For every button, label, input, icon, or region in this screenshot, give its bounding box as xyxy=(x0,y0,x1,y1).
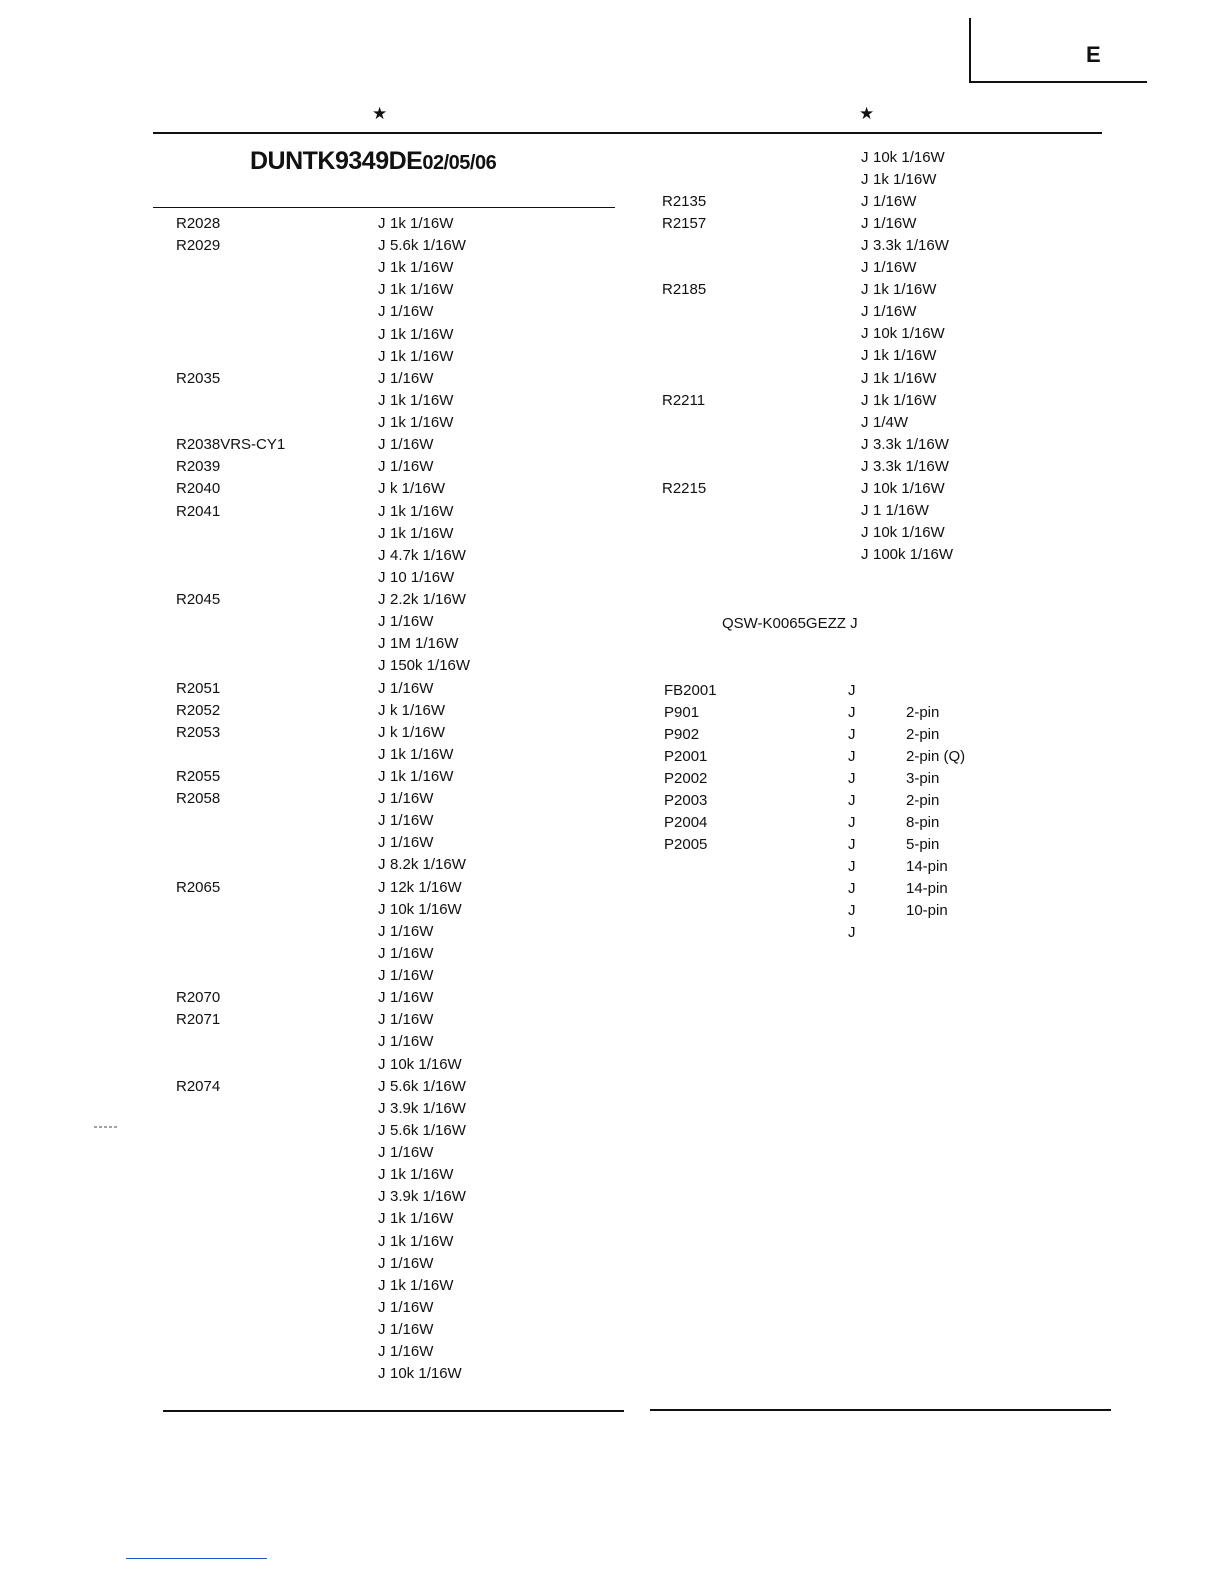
price-code: J xyxy=(378,480,386,498)
ref-designator: R2035 xyxy=(176,369,221,387)
price-code: J xyxy=(848,924,856,941)
component-value: 8.2k 1/16W xyxy=(390,856,466,874)
component-value: 1/16W xyxy=(390,613,434,631)
component-value: 1k 1/16W xyxy=(390,1232,454,1250)
price-code: J xyxy=(378,303,386,321)
component-value: 5.6k 1/16W xyxy=(390,237,466,255)
component-value: 5.6k 1/16W xyxy=(390,1077,466,1095)
component-value: 1/16W xyxy=(873,259,917,277)
price-code: J xyxy=(378,900,386,918)
component-value: 1k 1/16W xyxy=(390,414,454,432)
price-code: J xyxy=(378,1232,386,1250)
price-code: J xyxy=(378,546,386,564)
component-value: 1k 1/16W xyxy=(390,502,454,520)
price-code: J xyxy=(861,545,869,563)
component-value: 1k 1/16W xyxy=(390,1210,454,1228)
component-value: 3.9k 1/16W xyxy=(390,1099,466,1117)
price-code: J xyxy=(378,657,386,675)
component-value: 1k 1/16W xyxy=(390,259,454,277)
star-mark-left: ★ xyxy=(372,104,388,123)
ref-designator: R2053 xyxy=(176,723,221,741)
component-value: 10 1/16W xyxy=(390,568,455,586)
price-code: J xyxy=(378,944,386,962)
bottom-link-underline xyxy=(126,1558,267,1559)
component-value: 14-pin xyxy=(906,880,948,897)
price-code: J xyxy=(861,391,869,409)
component-value: 150k 1/16W xyxy=(390,657,471,675)
component-value: 10k 1/16W xyxy=(873,479,945,497)
component-value: 1/16W xyxy=(390,1321,434,1338)
ref-designator: R2039 xyxy=(176,458,221,476)
component-value: 3-pin xyxy=(906,770,940,787)
component-value: 3.3k 1/16W xyxy=(873,435,949,453)
price-code: J xyxy=(378,878,386,896)
component-value: 1/16W xyxy=(390,679,434,697)
component-value: 3.3k 1/16W xyxy=(873,237,949,255)
component-value: 1/16W xyxy=(390,1144,434,1162)
footer-rule-left xyxy=(163,1410,624,1412)
price-code: J xyxy=(848,704,856,721)
component-value: 10k 1/16W xyxy=(390,900,462,918)
component-value: 1k 1/16W xyxy=(873,369,937,387)
component-value: 10k 1/16W xyxy=(873,523,945,541)
price-code: J xyxy=(378,967,386,985)
component-value: 1k 1/16W xyxy=(390,215,454,232)
price-code: J xyxy=(848,836,856,853)
component-value: 1/16W xyxy=(390,790,434,808)
corner-box-left-border xyxy=(969,18,971,82)
price-code: J xyxy=(378,812,386,830)
price-code: J xyxy=(378,1188,386,1206)
price-code: J xyxy=(861,149,869,166)
price-code: J xyxy=(861,435,869,453)
price-code: J xyxy=(378,856,386,874)
price-code: J xyxy=(378,1077,386,1095)
component-value: 1k 1/16W xyxy=(390,1276,454,1294)
price-code: J xyxy=(378,635,386,653)
component-value: 1k 1/16W xyxy=(873,391,937,409)
component-value: 1/4W xyxy=(873,413,909,431)
price-code: J xyxy=(861,479,869,497)
ref-designator: R2135 xyxy=(662,193,707,211)
price-code: J xyxy=(378,215,386,232)
price-code: J xyxy=(378,989,386,1007)
ref-designator: FB2001 xyxy=(664,682,717,699)
component-value: 1/16W xyxy=(390,1011,434,1029)
ref-designator: R2071 xyxy=(176,1011,221,1029)
component-value: 1k 1/16W xyxy=(390,745,454,763)
price-code: J xyxy=(378,922,386,940)
component-value: 1/16W xyxy=(390,369,434,387)
component-value: 1k 1/16W xyxy=(390,768,454,785)
price-code: J xyxy=(861,171,869,189)
ref-designator: P2005 xyxy=(664,836,708,853)
ref-designator: R2038VRS-CY1 xyxy=(176,436,286,454)
page-section-letter: E xyxy=(1086,42,1101,67)
component-value: 1k 1/16W xyxy=(390,1166,454,1184)
price-code: J xyxy=(861,259,869,277)
price-code: J xyxy=(378,1099,386,1117)
component-value: 1/16W xyxy=(390,1298,434,1316)
component-value: 1/16W xyxy=(390,1254,434,1272)
component-value: 100k 1/16W xyxy=(873,545,954,563)
component-value: 4.7k 1/16W xyxy=(390,546,466,564)
corner-box-bottom-border xyxy=(969,81,1147,83)
component-value: 1k 1/16W xyxy=(390,281,454,299)
component-value: 1/16W xyxy=(873,193,917,211)
ref-designator: R2045 xyxy=(176,591,221,609)
price-code: J xyxy=(378,237,386,255)
price-code: J xyxy=(378,745,386,763)
component-value: 3.3k 1/16W xyxy=(873,457,949,475)
component-value: 10k 1/16W xyxy=(390,1055,462,1073)
switch-part-number: QSW-K0065GEZZ J xyxy=(722,615,858,632)
price-code: J xyxy=(378,790,386,808)
price-code: J xyxy=(378,458,386,476)
component-value: 1k 1/16W xyxy=(873,347,937,365)
price-code: J xyxy=(378,723,386,741)
price-code: J xyxy=(861,303,869,321)
price-code: J xyxy=(378,1254,386,1272)
price-code: J xyxy=(378,436,386,454)
price-code: J xyxy=(378,502,386,520)
component-value: 1 1/16W xyxy=(873,501,929,519)
component-value: 2-pin xyxy=(906,726,940,743)
component-value: 14-pin xyxy=(906,858,948,875)
ref-designator: R2051 xyxy=(176,679,221,697)
component-value: 2-pin xyxy=(906,704,940,721)
price-code: J xyxy=(378,1276,386,1294)
price-code: J xyxy=(378,524,386,542)
component-value: 8-pin xyxy=(906,814,940,831)
component-value: 1k 1/16W xyxy=(390,347,454,365)
price-code: J xyxy=(848,770,856,787)
ref-designator: P2001 xyxy=(664,748,708,765)
component-value: 2.2k 1/16W xyxy=(390,591,466,609)
price-code: J xyxy=(378,325,386,343)
component-value: 10k 1/16W xyxy=(873,325,945,343)
component-value: 1/16W xyxy=(390,303,434,321)
price-code: J xyxy=(861,237,869,255)
price-code: J xyxy=(378,391,386,409)
star-mark-right: ★ xyxy=(859,104,875,123)
ref-designator: P901 xyxy=(664,704,700,721)
price-code: J xyxy=(861,281,869,299)
price-code: J xyxy=(861,193,869,211)
component-value: k 1/16W xyxy=(390,701,446,719)
component-value: k 1/16W xyxy=(390,723,446,741)
component-value: 1/16W xyxy=(390,436,434,454)
component-value: 10-pin xyxy=(906,902,948,919)
price-code: J xyxy=(848,880,856,897)
price-code: J xyxy=(378,1144,386,1162)
ref-designator: R2215 xyxy=(662,479,707,497)
stray-ink-mark xyxy=(94,1126,118,1128)
price-code: J xyxy=(861,523,869,541)
price-code: J xyxy=(378,613,386,631)
component-value: 10k 1/16W xyxy=(390,1365,462,1383)
price-code: J xyxy=(378,1365,386,1383)
price-code: J xyxy=(848,814,856,831)
component-value: 3.9k 1/16W xyxy=(390,1188,466,1206)
ref-designator: R2157 xyxy=(662,215,707,233)
component-value: 2-pin xyxy=(906,792,940,809)
component-value: 1k 1/16W xyxy=(873,171,937,189)
component-value: 1/16W xyxy=(390,812,434,830)
ref-designator: R2058 xyxy=(176,790,221,808)
ref-designator: R2028 xyxy=(176,215,221,232)
price-code: J xyxy=(861,325,869,343)
price-code: J xyxy=(378,1011,386,1029)
header-rule xyxy=(153,132,1102,134)
component-value: 1/16W xyxy=(390,967,434,985)
component-value: 1k 1/16W xyxy=(873,281,937,299)
component-value: 2-pin (Q) xyxy=(906,748,966,765)
title-rule xyxy=(153,207,615,208)
price-code: J xyxy=(861,347,869,365)
price-code: J xyxy=(861,501,869,519)
ref-designator: R2074 xyxy=(176,1077,221,1095)
document-title xyxy=(250,147,496,176)
price-code: J xyxy=(861,457,869,475)
price-code: J xyxy=(378,1210,386,1228)
price-code: J xyxy=(378,1343,386,1361)
ref-designator: R2185 xyxy=(662,281,707,299)
price-code: J xyxy=(378,1121,386,1139)
price-code: J xyxy=(378,369,386,387)
price-code: J xyxy=(378,1298,386,1316)
component-value: 1/16W xyxy=(390,1343,434,1361)
ref-designator: R2052 xyxy=(176,701,221,719)
component-value: 1/16W xyxy=(390,458,434,476)
price-code: J xyxy=(861,369,869,387)
component-value: 1k 1/16W xyxy=(390,524,454,542)
ref-designator: P2002 xyxy=(664,770,708,787)
ref-designator: R2070 xyxy=(176,989,221,1007)
component-value: 1/16W xyxy=(390,1033,434,1051)
document-title-main: DUNTK9349DE xyxy=(250,147,423,175)
ref-designator: R2029 xyxy=(176,237,221,255)
ref-designator: R2040 xyxy=(176,480,221,498)
price-code: J xyxy=(848,902,856,919)
component-value: 1/16W xyxy=(390,922,434,940)
price-code: J xyxy=(848,748,856,765)
price-code: J xyxy=(378,1166,386,1184)
ref-designator: R2041 xyxy=(176,502,221,520)
footer-rule-right xyxy=(650,1409,1111,1411)
price-code: J xyxy=(378,701,386,719)
ref-designator: P902 xyxy=(664,726,700,743)
component-value: 5-pin xyxy=(906,836,940,853)
price-code: J xyxy=(848,858,856,875)
document-title-suffix: 02/05/06 xyxy=(422,152,497,174)
ref-designator: R2211 xyxy=(662,391,706,409)
component-value: 1/16W xyxy=(390,944,434,962)
price-code: J xyxy=(378,281,386,299)
component-value: 1/16W xyxy=(873,215,917,233)
price-code: J xyxy=(861,413,869,431)
price-code: J xyxy=(848,792,856,809)
price-code: J xyxy=(378,414,386,432)
price-code: J xyxy=(378,568,386,586)
price-code: J xyxy=(848,682,856,699)
component-value: 1/16W xyxy=(873,303,917,321)
component-value: 1k 1/16W xyxy=(390,391,454,409)
price-code: J xyxy=(378,1033,386,1051)
price-code: J xyxy=(378,679,386,697)
ref-designator: R2055 xyxy=(176,768,221,785)
price-code: J xyxy=(378,768,386,785)
component-value: 1/16W xyxy=(390,989,434,1007)
component-value: 1k 1/16W xyxy=(390,325,454,343)
price-code: J xyxy=(378,347,386,365)
component-value: 1M 1/16W xyxy=(390,635,459,653)
component-value: 5.6k 1/16W xyxy=(390,1121,466,1139)
ref-designator: R2065 xyxy=(176,878,221,896)
component-value: 10k 1/16W xyxy=(873,149,945,166)
price-code: J xyxy=(378,1321,386,1338)
price-code: J xyxy=(378,591,386,609)
price-code: J xyxy=(848,726,856,743)
component-value: 12k 1/16W xyxy=(390,878,462,896)
price-code: J xyxy=(378,259,386,277)
price-code: J xyxy=(378,1055,386,1073)
component-value: 1/16W xyxy=(390,834,434,852)
price-code: J xyxy=(861,215,869,233)
ref-designator: P2003 xyxy=(664,792,708,809)
component-value: k 1/16W xyxy=(390,480,446,498)
ref-designator: P2004 xyxy=(664,814,708,831)
price-code: J xyxy=(378,834,386,852)
